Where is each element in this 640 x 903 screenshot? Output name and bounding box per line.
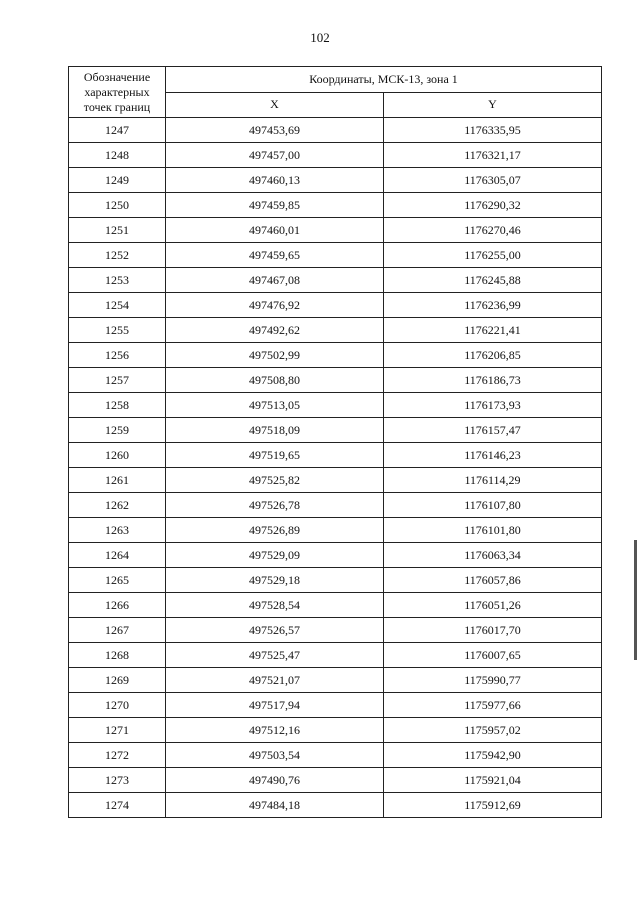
- point-id-cell: 1272: [69, 743, 166, 768]
- point-id-cell: 1263: [69, 518, 166, 543]
- table-row: [69, 243, 602, 268]
- point-id-cell: 1266: [69, 593, 166, 618]
- point-id-cell: 1257: [69, 368, 166, 393]
- point-id-cell: 1265: [69, 568, 166, 593]
- y-coordinate-cell: 1176221,41: [384, 318, 602, 343]
- y-coordinate-cell: 1176245,88: [384, 268, 602, 293]
- point-id-cell: 1273: [69, 768, 166, 793]
- x-coordinate-cell: 497528,54: [166, 593, 384, 618]
- scan-edge-mark: [634, 540, 637, 660]
- point-id-cell: 1262: [69, 493, 166, 518]
- y-coordinate-cell: 1176206,85: [384, 343, 602, 368]
- table-row: [69, 443, 602, 468]
- table-row: [69, 518, 602, 543]
- x-coordinate-cell: 497525,82: [166, 468, 384, 493]
- table-header: [69, 67, 602, 118]
- point-id-cell: 1249: [69, 168, 166, 193]
- x-coordinate-cell: 497526,57: [166, 618, 384, 643]
- point-id-cell: 1252: [69, 243, 166, 268]
- table-row: [69, 218, 602, 243]
- y-coordinate-cell: 1175942,90: [384, 743, 602, 768]
- y-coordinate-cell: 1175957,02: [384, 718, 602, 743]
- table-row: [69, 693, 602, 718]
- y-coordinate-cell: 1176335,95: [384, 118, 602, 143]
- table-row: [69, 343, 602, 368]
- y-coordinate-cell: 1176173,93: [384, 393, 602, 418]
- point-id-cell: 1259: [69, 418, 166, 443]
- point-id-cell: 1268: [69, 643, 166, 668]
- point-id-cell: 1248: [69, 143, 166, 168]
- table-row: [69, 368, 602, 393]
- y-coordinate-cell: 1176101,80: [384, 518, 602, 543]
- y-coordinate-cell: 1176063,34: [384, 543, 602, 568]
- x-coordinate-cell: 497517,94: [166, 693, 384, 718]
- table-row: [69, 718, 602, 743]
- point-id-cell: 1270: [69, 693, 166, 718]
- y-coordinate-cell: 1176321,17: [384, 143, 602, 168]
- table-row: [69, 593, 602, 618]
- y-coordinate-cell: 1175977,66: [384, 693, 602, 718]
- table-row: [69, 768, 602, 793]
- x-coordinate-cell: 497490,76: [166, 768, 384, 793]
- x-coordinate-cell: 497529,09: [166, 543, 384, 568]
- table-row: [69, 268, 602, 293]
- y-coordinate-cell: 1176157,47: [384, 418, 602, 443]
- x-coordinate-cell: 497525,47: [166, 643, 384, 668]
- x-coordinate-cell: 497460,01: [166, 218, 384, 243]
- x-coordinate-cell: 497526,89: [166, 518, 384, 543]
- x-coordinate-cell: 497502,99: [166, 343, 384, 368]
- table-row: [69, 143, 602, 168]
- table-row: [69, 618, 602, 643]
- point-id-cell: 1255: [69, 318, 166, 343]
- table-row: [69, 643, 602, 668]
- point-id-cell: 1247: [69, 118, 166, 143]
- y-coordinate-cell: 1176270,46: [384, 218, 602, 243]
- y-coordinate-cell: 1176290,32: [384, 193, 602, 218]
- x-coordinate-cell: 497513,05: [166, 393, 384, 418]
- table-row: [69, 193, 602, 218]
- y-coordinate-cell: 1176146,23: [384, 443, 602, 468]
- x-coordinate-cell: 497508,80: [166, 368, 384, 393]
- table-row: [69, 668, 602, 693]
- point-id-cell: 1254: [69, 293, 166, 318]
- x-coordinate-cell: 497526,78: [166, 493, 384, 518]
- point-id-cell: 1251: [69, 218, 166, 243]
- y-coordinate-cell: 1176255,00: [384, 243, 602, 268]
- x-coordinate-cell: 497484,18: [166, 793, 384, 818]
- point-label-header: Обозначение характерных точек границ: [69, 67, 166, 118]
- table-row: [69, 418, 602, 443]
- table-row: [69, 793, 602, 818]
- point-id-cell: 1253: [69, 268, 166, 293]
- x-header: X: [166, 92, 384, 118]
- y-header: Y: [384, 92, 602, 118]
- x-coordinate-cell: 497503,54: [166, 743, 384, 768]
- point-id-cell: 1264: [69, 543, 166, 568]
- table-row: [69, 293, 602, 318]
- point-id-cell: 1269: [69, 668, 166, 693]
- page-number: 102: [310, 30, 330, 45]
- y-coordinate-cell: 1175990,77: [384, 668, 602, 693]
- table-row: [69, 168, 602, 193]
- y-coordinate-cell: 1176051,26: [384, 593, 602, 618]
- x-coordinate-cell: 497518,09: [166, 418, 384, 443]
- y-coordinate-cell: 1175912,69: [384, 793, 602, 818]
- x-coordinate-cell: 497492,62: [166, 318, 384, 343]
- table-row: [69, 118, 602, 143]
- y-coordinate-cell: 1176186,73: [384, 368, 602, 393]
- point-id-cell: 1258: [69, 393, 166, 418]
- y-coordinate-cell: 1176017,70: [384, 618, 602, 643]
- x-coordinate-cell: 497467,08: [166, 268, 384, 293]
- table-row: [69, 393, 602, 418]
- x-coordinate-cell: 497453,69: [166, 118, 384, 143]
- coordinates-header: Координаты, МСК-13, зона 1: [166, 67, 602, 93]
- y-coordinate-cell: 1176007,65: [384, 643, 602, 668]
- point-id-cell: 1260: [69, 443, 166, 468]
- y-coordinate-cell: 1176107,80: [384, 493, 602, 518]
- table-row: [69, 743, 602, 768]
- y-coordinate-cell: 1176057,86: [384, 568, 602, 593]
- x-coordinate-cell: 497459,65: [166, 243, 384, 268]
- y-coordinate-cell: 1176305,07: [384, 168, 602, 193]
- point-id-cell: 1271: [69, 718, 166, 743]
- table-row: [69, 468, 602, 493]
- x-coordinate-cell: 497476,92: [166, 293, 384, 318]
- point-id-cell: 1267: [69, 618, 166, 643]
- point-id-cell: 1250: [69, 193, 166, 218]
- point-id-cell: 1274: [69, 793, 166, 818]
- table-body: [69, 118, 602, 818]
- table-row: [69, 568, 602, 593]
- x-coordinate-cell: 497459,85: [166, 193, 384, 218]
- table-row: [69, 318, 602, 343]
- x-coordinate-cell: 497521,07: [166, 668, 384, 693]
- coordinates-table: [68, 66, 602, 818]
- y-coordinate-cell: 1176236,99: [384, 293, 602, 318]
- x-coordinate-cell: 497529,18: [166, 568, 384, 593]
- y-coordinate-cell: 1176114,29: [384, 468, 602, 493]
- x-coordinate-cell: 497512,16: [166, 718, 384, 743]
- x-coordinate-cell: 497460,13: [166, 168, 384, 193]
- point-id-cell: 1261: [69, 468, 166, 493]
- x-coordinate-cell: 497519,65: [166, 443, 384, 468]
- table-row: [69, 543, 602, 568]
- table-row: [69, 493, 602, 518]
- x-coordinate-cell: 497457,00: [166, 143, 384, 168]
- point-id-cell: 1256: [69, 343, 166, 368]
- y-coordinate-cell: 1175921,04: [384, 768, 602, 793]
